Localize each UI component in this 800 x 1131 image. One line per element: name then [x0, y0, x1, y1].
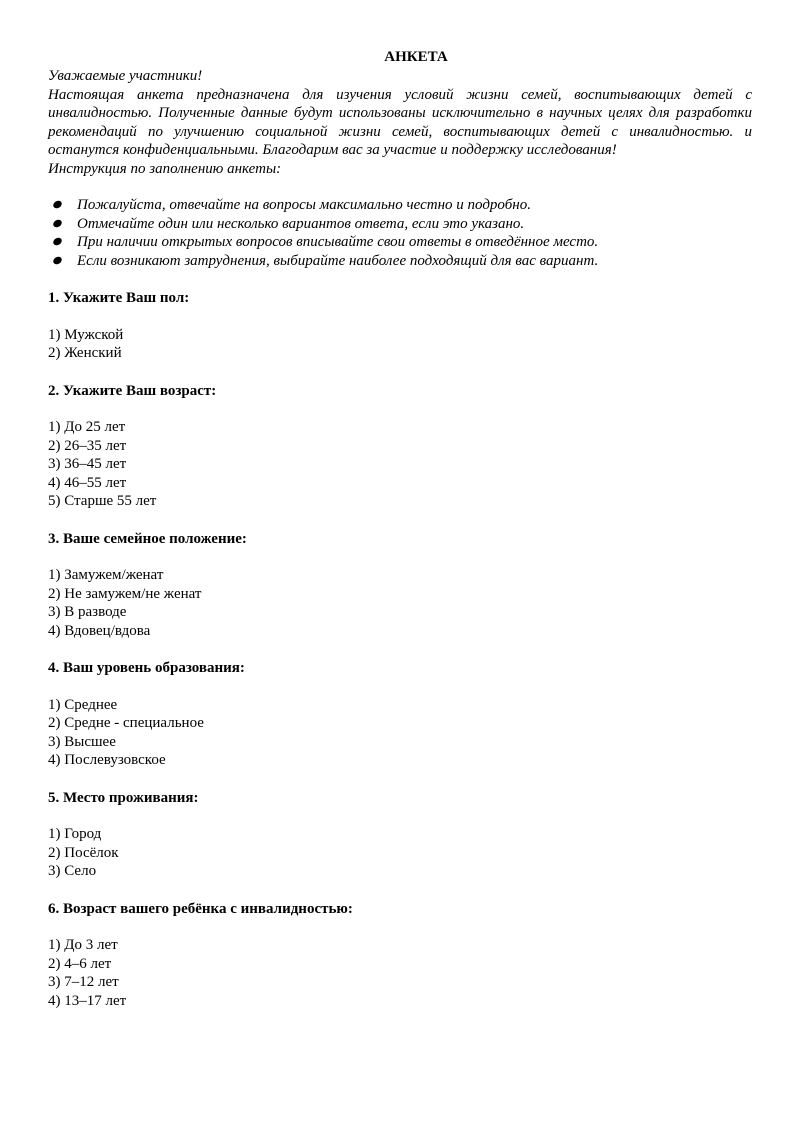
instruction-item: Если возникают затруднения, выбирайте наиболее подходящий для вас вариант.: [48, 252, 752, 271]
answer-option[interactable]: 5) Старше 55 лет: [48, 493, 157, 509]
question-title: 6. Возраст вашего ребёнка с инвалидностью:: [48, 900, 353, 917]
bullet-icon: [52, 218, 63, 229]
answer-option[interactable]: 1) Город: [48, 826, 102, 842]
question-title: 4. Ваш уровень образования:: [48, 660, 245, 676]
answer-option[interactable]: 2) 4–6 лет: [48, 955, 112, 972]
question-residence: [48, 789, 752, 881]
question-title: 2. Укажите Ваш возраст:: [48, 382, 217, 399]
questionnaire-page: [48, 48, 752, 1010]
intro-paragraph: Настоящая анкета предназначена для изучения условий жизни семей, воспитывающих детей с инвалидностью. Полученные данные будут использованы исключительно в научных целях для разработки рекомендаций по улучшению социальной жизни семей, воспитывающих детей с инвалидностью. и останутся конфиденциальными. Благодарим вас за участие и поддержку исследования!: [48, 86, 752, 158]
bullet-icon: [52, 255, 63, 266]
question-title: 5. Место проживания:: [48, 789, 199, 806]
answer-option[interactable]: 1) Замужем/женат: [48, 567, 164, 583]
answer-option[interactable]: 2) Посёлок: [48, 844, 119, 861]
answer-option[interactable]: 3) Высшее: [48, 733, 116, 750]
question-age: [48, 382, 752, 511]
answer-option[interactable]: 3) 7–12 лет: [48, 974, 119, 990]
answer-option[interactable]: 4) 46–55 лет: [48, 474, 127, 491]
answer-option[interactable]: 2) 26–35 лет: [48, 437, 127, 454]
question-title: 1. Укажите Ваш пол:: [48, 290, 190, 306]
answer-option[interactable]: 1) Среднее: [48, 696, 118, 713]
answer-option[interactable]: 3) Село: [48, 863, 97, 879]
answer-option[interactable]: 2) Средне - специальное: [48, 715, 204, 731]
answer-option[interactable]: 4) 13–17 лет: [48, 992, 127, 1009]
question-marital-status: [48, 530, 752, 641]
question-child-age: [48, 900, 752, 1011]
document-title: АНКЕТА: [384, 49, 448, 65]
instruction-list: [48, 196, 752, 270]
answer-option[interactable]: 4) Вдовец/вдова: [48, 622, 151, 639]
answer-option[interactable]: 3) В разводе: [48, 604, 127, 620]
question-education: [48, 659, 752, 770]
answer-option[interactable]: 3) 36–45 лет: [48, 456, 127, 472]
instruction-item: Отмечайте один или несколько вариантов ответа, если это указано.: [48, 215, 752, 234]
greeting: Уважаемые участники!: [48, 68, 203, 84]
answer-option[interactable]: 2) Женский: [48, 345, 122, 361]
instruction-item: При наличии открытых вопросов вписывайте свои ответы в отведённое место.: [48, 233, 752, 252]
answer-option[interactable]: 1) До 25 лет: [48, 419, 126, 435]
instruction-heading: Инструкция по заполнению анкеты:: [48, 160, 282, 177]
question-gender: [48, 289, 752, 363]
bullet-icon: [52, 199, 63, 210]
answer-option[interactable]: 2) Не замужем/не женат: [48, 585, 202, 602]
answer-option[interactable]: 1) Мужской: [48, 326, 124, 343]
instruction-item: Пожалуйста, отвечайте на вопросы максимально честно и подробно.: [48, 196, 752, 215]
answer-option[interactable]: 1) До 3 лет: [48, 937, 118, 953]
bullet-icon: [52, 236, 63, 247]
question-title: 3. Ваше семейное положение:: [48, 530, 247, 547]
answer-option[interactable]: 4) Послевузовское: [48, 752, 166, 768]
